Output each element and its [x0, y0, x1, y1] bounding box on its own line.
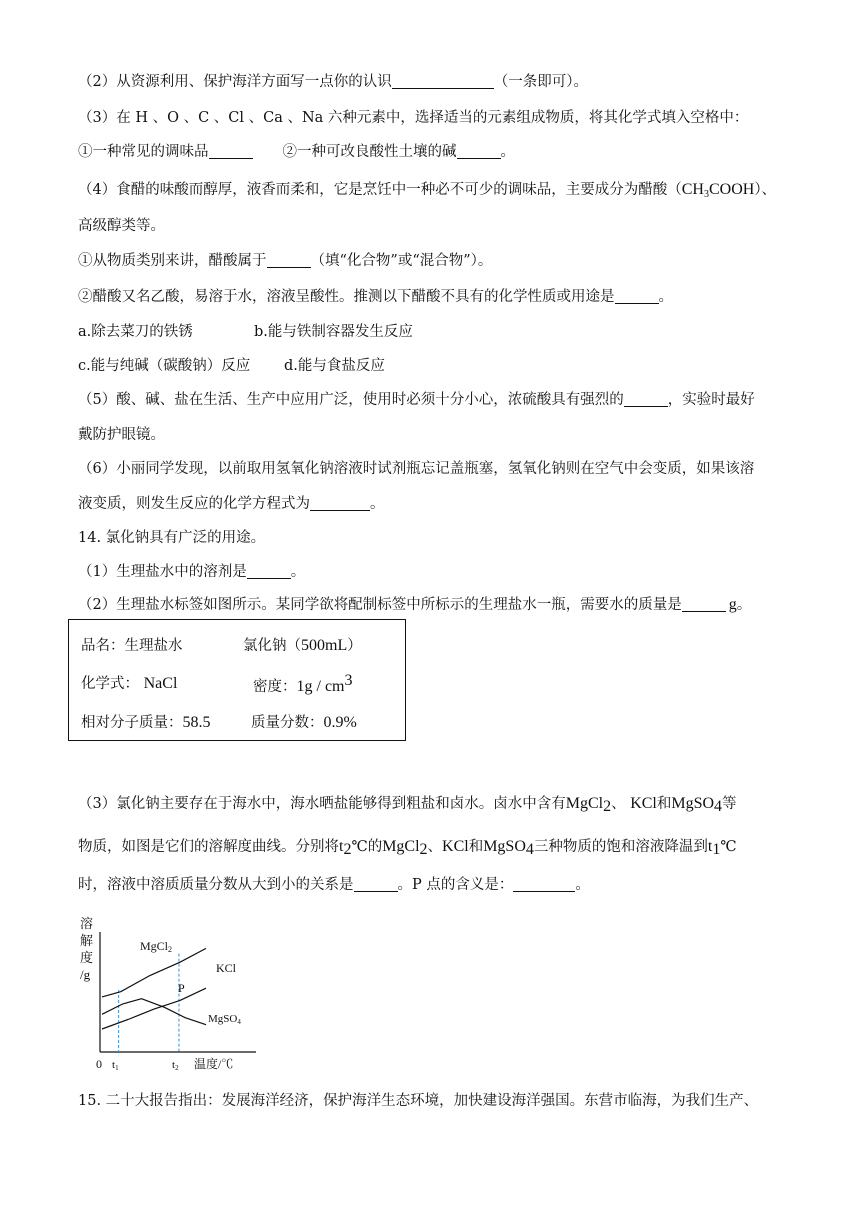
q14-part3-line2: 物质，如图是它们的溶解度曲线。分别将$t_2℃$的MgCl$_2$、KCl和MgSO$_4$三种物质的饱和溶液降温到$t_1℃$ [78, 838, 737, 858]
answer-blank[interactable] [513, 875, 575, 892]
option-d: d.能与食盐反应 [284, 358, 385, 374]
solubility-chart [74, 912, 264, 1074]
option-c: c.能与纯碱（碳酸钠）反应 [78, 358, 251, 374]
label-product-name: 品名：生理盐水 [81, 638, 183, 654]
q14-part3-line3: 时，溶液中溶质质量分数从大到小的关系是 。P 点的含义是： 。 [78, 877, 590, 893]
label-point-p: P [178, 981, 185, 995]
q13-part3-items: ①一种常见的调味品 ②一种可改良酸性土壤的碱 。 [78, 144, 515, 160]
answer-blank[interactable] [624, 390, 668, 407]
q13-part4-options-cd [78, 356, 385, 376]
q13-part5-line1: （5）酸、碱、盐在生活、生产中应用广泛，使用时必须十分小心，浓硫酸具有强烈的 ，实验时最好 [78, 392, 755, 408]
q14-title: 14. 氯化钠具有广泛的用途。 [78, 530, 266, 546]
q14-part1: （1）生理盐水中的溶剂是 。 [78, 564, 306, 580]
q13-part6-line2: 液变质，则发生反应的化学方程式为 。 [78, 496, 385, 512]
q13-part4-q2: ②醋酸又名乙酸，易溶于水，溶液呈酸性。推测以下醋酸不具有的化学性质或用途是 。 [78, 289, 673, 305]
saline-label-box [68, 619, 406, 741]
label-kcl: KCl [216, 961, 237, 975]
origin-label: 0 [96, 1057, 102, 1071]
q13-part4-line1: （4）食醋的味酸而醇厚，液香而柔和，它是烹饪中一种必不可少的调味品，主要成分为醋酸$(CH_3COOH)$、 [78, 181, 777, 200]
ylabel-char-3: 度 [80, 950, 94, 965]
label-formula: 化学式： NaCl [81, 675, 178, 692]
answer-blank[interactable] [267, 251, 311, 268]
curve-mgso4 [102, 999, 206, 1025]
q13-part5-line2: 戴防护眼镜。 [78, 427, 165, 443]
curve-kcl [102, 988, 206, 1029]
q14-part3-line1: （3）氯化钠主要存在于海水中，海水晒盐能够得到粗盐和卤水。卤水中含有MgCl$_2$、 KCl和MgSO$_4$等 [78, 795, 737, 815]
q13-part2: （2）从资源利用、保护海洋方面写一点你的认识 （一条即可）。 [78, 74, 588, 90]
q15-line1: 15. 二十大报告指出：发展海洋经济，保护海洋生态环境，加快建设海洋强国。东营市临海，为我们生产、 [78, 1093, 759, 1109]
answer-blank[interactable] [682, 595, 726, 612]
label-mass-fraction: 质量分数：0.9% [251, 714, 357, 731]
label-mgso4: MgSO4 [208, 1013, 241, 1026]
option-b: b.能与铁制容器发生反应 [254, 324, 413, 340]
xlabel: 温度/℃ [194, 1057, 234, 1071]
curve-mgcl2 [102, 948, 206, 997]
label-density: 密度：$1g / cm^3$ [253, 672, 353, 695]
q13-part6-line1: （6）小丽同学发现，以前取用氢氧化钠溶液时试剂瓶忘记盖瓶塞，氢氧化钠则在空气中会变质，如果该溶 [78, 461, 755, 477]
q13-part4-line2: 高级醇类等。 [78, 218, 165, 234]
q14-part2: （2）生理盐水标签如图所示。某同学欲将配制标签中所标示的生理盐水一瓶，需要水的质量是 g。 [78, 596, 752, 613]
ylabel-char-4: /g [80, 967, 91, 982]
tick-t1: t1 [112, 1059, 119, 1072]
option-a: a.除去菜刀的铁锈 [78, 324, 193, 340]
formula-ch3cooh: $CH_3COOH$ [681, 181, 755, 200]
answer-blank[interactable] [354, 875, 398, 892]
answer-blank[interactable] [615, 287, 659, 304]
answer-blank[interactable] [247, 562, 291, 579]
q13-part4-options-ab [78, 322, 413, 342]
ylabel-char-2: 解 [80, 933, 94, 948]
answer-blank[interactable] [392, 72, 494, 89]
label-molar-mass: 相对分子质量：58.5 [81, 714, 211, 731]
answer-blank[interactable] [209, 142, 253, 159]
label-mgcl2: MgCl2 [140, 939, 173, 954]
tick-t2: t2 [172, 1059, 179, 1072]
answer-blank[interactable] [310, 494, 370, 511]
q13-part4-q1: ①从物质类别来讲，醋酸属于 （填“化合物”或“混合物”）。 [78, 253, 493, 269]
ylabel-char-1: 溶 [80, 916, 94, 931]
answer-blank[interactable] [457, 142, 501, 159]
q13-part3-intro: （3）在 H 、O 、C 、Cl 、Ca 、Na 六种元素中，选择适当的元素组成物质，将其化学式填入空格中： [78, 110, 749, 126]
label-volume: 氯化钠（500mL） [243, 637, 362, 654]
